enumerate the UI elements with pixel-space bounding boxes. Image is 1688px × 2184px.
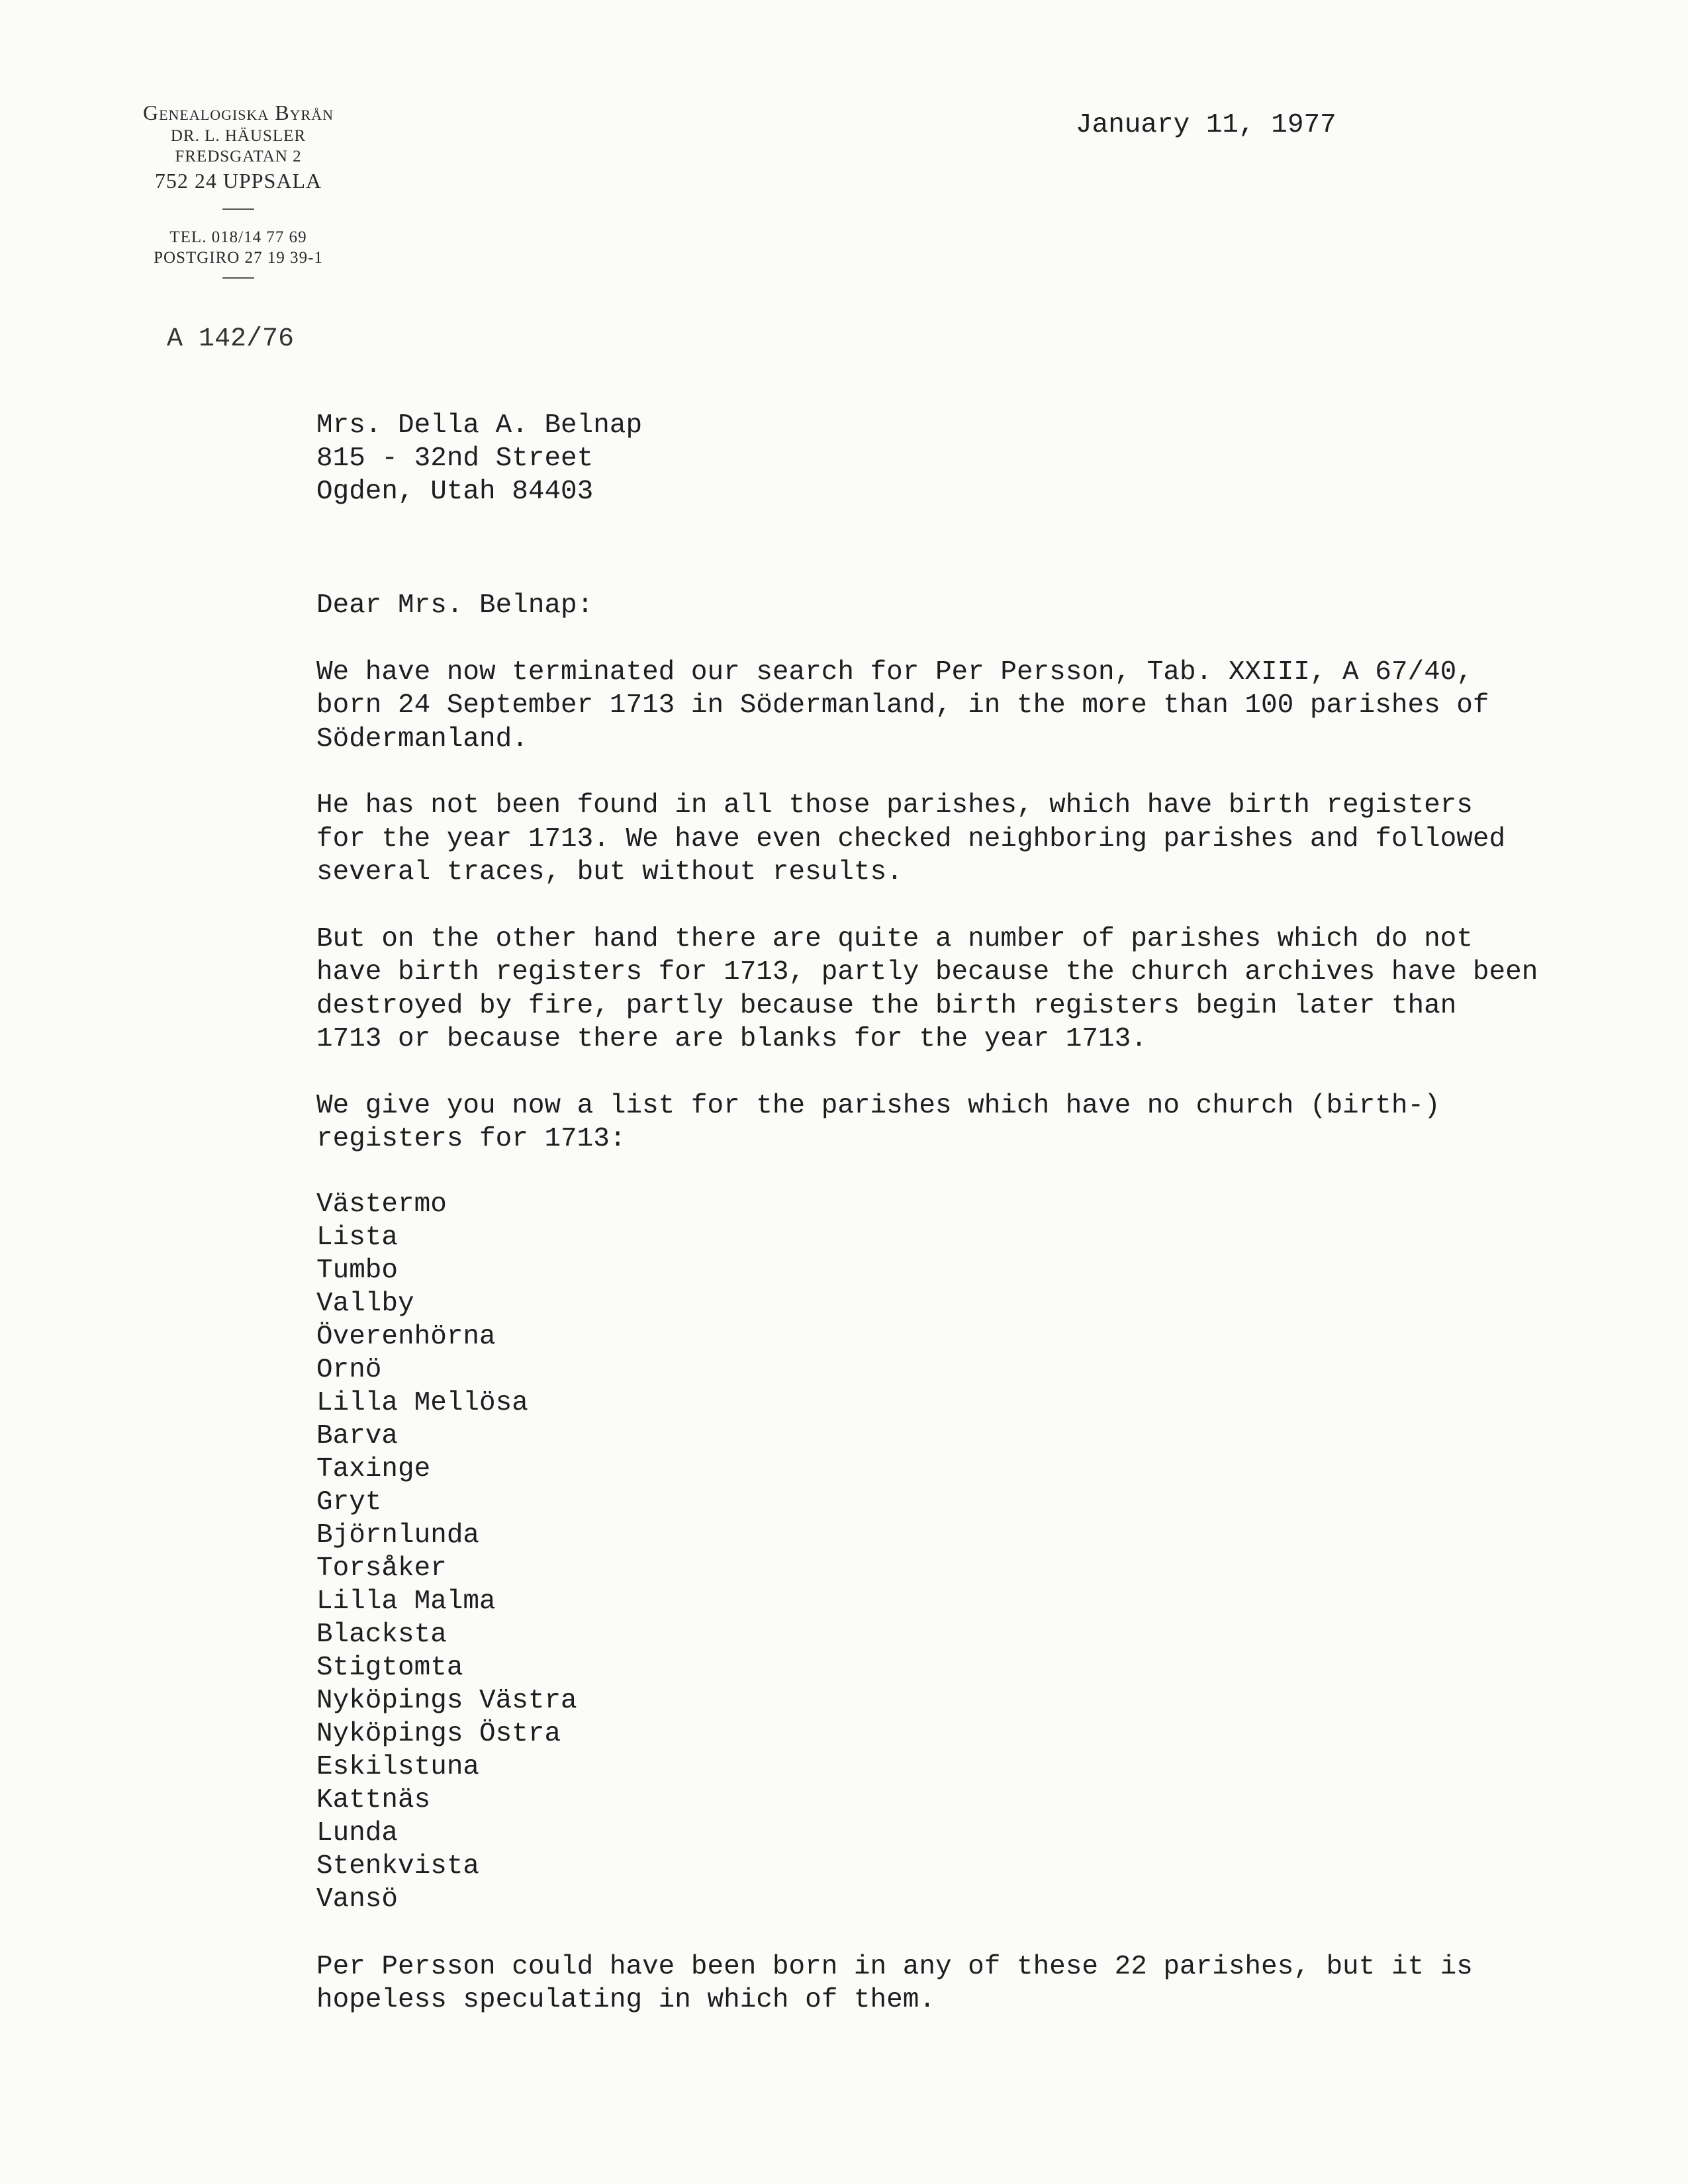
list-item: Barva [316,1420,399,1451]
paragraph-line: Södermanland. [316,723,528,754]
paragraph-line: have birth registers for 1713, partly because the church archives have been [316,957,1538,987]
letterhead-street: FREDSGATAN 2 [175,148,302,166]
paragraph-line: We have now terminated our search for Per Persson, Tab. XXIII, A 67/40, [316,657,1473,688]
letter-date: January 11, 1977 [1076,110,1336,140]
paragraph-2 [316,789,1574,889]
letterhead-divider-bottom [222,277,254,279]
letterhead-city: 752 24 UPPSALA [154,168,322,193]
paragraph-3 [316,923,1574,1056]
letterhead [99,99,377,279]
list-item: Blacksta [316,1619,447,1650]
letterhead-postgiro: POSTGIRO 27 19 39-1 [154,248,323,267]
list-item: Stigtomta [316,1652,463,1683]
paragraph-line: Per Persson could have been born in any of these 22 parishes, but it is [316,1951,1473,1982]
list-item: Nyköpings Östra [316,1718,561,1749]
list-item: Lunda [316,1817,399,1848]
paragraph-line: several traces, but without results. [316,857,903,887]
letterhead-tel: TEL. 018/14 77 69 [169,228,307,246]
letter-body [316,589,1574,2017]
list-item: Tumbo [316,1255,399,1286]
paragraph-line: for the year 1713. We have even checked neighboring parishes and followed [316,823,1506,854]
paragraph-line: We give you now a list for the parishes which have no church (birth-) [316,1090,1440,1121]
letterhead-org: Genealogiska Byrån [143,101,334,124]
list-item: Lilla Malma [316,1586,496,1617]
list-item: Torsåker [316,1553,447,1584]
list-item: Eskilstuna [316,1751,480,1782]
reference-number: A 142/76 [167,324,295,354]
paragraph-line: 1713 or because there are blanks for the year 1713. [316,1024,1147,1054]
paragraph-line: But on the other hand there are quite a number of parishes which do not [316,923,1473,954]
recipient-name: Mrs. Della A. Belnap [316,410,643,441]
list-item: Gryt [316,1486,382,1518]
salutation: Dear Mrs. Belnap: [316,590,594,621]
paragraph-line: hopeless speculating in which of them. [316,1985,935,2015]
paragraph-line: He has not been found in all those parishes, which have birth registers [316,790,1473,821]
list-item: Ornö [316,1354,382,1385]
list-item: Björnlunda [316,1520,480,1551]
letterhead-divider [222,208,254,210]
list-item: Lista [316,1222,399,1253]
list-item: Stenkvista [316,1850,480,1882]
list-item: Överenhörna [316,1321,496,1352]
parish-list [316,1188,1574,1916]
list-item: Lilla Mellösa [316,1387,528,1418]
list-item: Vansö [316,1884,399,1915]
list-item: Västermo [316,1189,447,1220]
letterhead-name: DR. L. HÄUSLER [170,127,306,145]
list-item: Vallby [316,1288,414,1319]
list-item: Kattnäs [316,1784,431,1815]
recipient-city: Ogden, Utah 84403 [316,477,594,507]
recipient-address [316,409,642,508]
paragraph-line: registers for 1713: [316,1124,626,1154]
paragraph-line: destroyed by fire, partly because the birth registers begin later than [316,990,1457,1021]
closing-paragraph [316,1950,1574,2017]
list-item: Taxinge [316,1453,431,1484]
list-item: Nyköpings Västra [316,1685,577,1716]
paragraph-4 [316,1089,1574,1156]
paragraph-line: born 24 September 1713 in Södermanland, in the more than 100 parishes of [316,690,1489,721]
recipient-street: 815 - 32nd Street [316,443,594,474]
paragraph-1 [316,656,1574,756]
